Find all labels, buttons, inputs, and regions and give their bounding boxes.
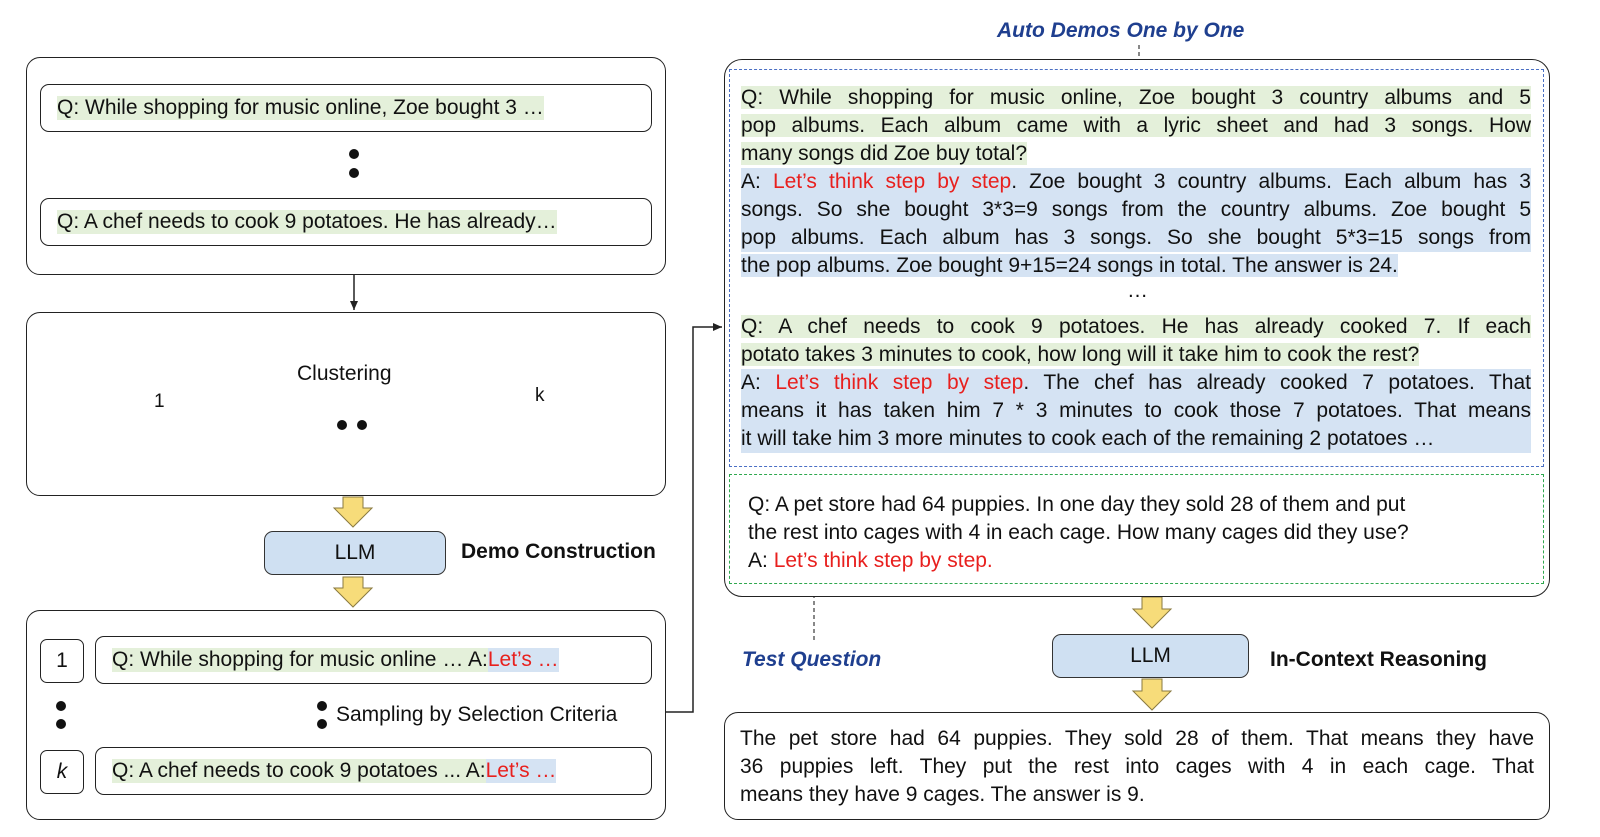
demo-2-answer-line: it will take him 3 more minutes to cook each of the remaining 2 potatoes … [741,425,1531,453]
test-question-line: the rest into cages with 4 in each cage. How many cages did they use? [748,521,1409,544]
demo-2-answer-line: means it has taken him 7 * 3 minutes to cook those 7 potatoes. That means [741,397,1531,425]
demo-1-trigger: Let’s think step by step [772,170,1012,193]
demo-index-1 [40,639,84,683]
sampling-label: Sampling by Selection Criteria [336,703,618,726]
output-text [740,725,1534,809]
llm-label: LLM [1130,644,1171,667]
pool-question-1-text: Q: While shopping for music online, Zoe bought 3 … [57,96,544,119]
demo-2-question-line: Q: A chef needs to cook 9 potatoes. He has already cooked 7. If each [741,315,1531,338]
demo-1-question-line: Q: While shopping for music online, Zoe bought 3 country albums and 5 [741,86,1531,109]
demo-1-question-line: many songs did Zoe buy total? [741,142,1028,165]
sampled-demo-k-trigger: Let’s … [485,759,557,782]
in-context-label: In-Context Reasoning [1270,648,1488,671]
yellow-arrow-cluster-to-llm [334,497,372,527]
llm-demo-construction [264,531,446,575]
demos-ellipsis: … [1127,279,1148,302]
ellipsis-dot [56,719,66,729]
ellipsis-dot [349,168,359,178]
cluster-one-label: 1 [154,391,165,412]
pool-question-2-text: Q: A chef needs to cook 9 potatoes. He has already… [57,210,557,233]
test-question [748,491,1528,575]
sampled-demo-1-question: Q: While shopping for music online … A: [112,648,488,671]
sampled-demo-k [95,747,652,795]
ellipsis-dot [357,420,367,430]
cluster-k-label: k [535,385,545,406]
demo-1-question-line: pop albums. Each album came with a lyric sheet and had 3 songs. How [741,114,1531,137]
llm-label: LLM [334,541,376,564]
ellipsis-dot [349,149,359,159]
output-line: means they have 9 cages. The answer is 9. [740,783,1145,806]
test-question-answer: A: Let’s think step by step. [748,549,993,572]
llm-in-context [1052,634,1249,678]
demo-construction-label: Demo Construction [461,540,656,563]
demo-index-k [40,750,84,794]
test-trigger: Let’s think step by step. [773,549,993,572]
demo-1-answer-line: pop albums. Each album has 3 songs. So she bought 5*3=15 songs from [741,224,1531,252]
demo-1 [741,84,1531,280]
demo-2 [741,313,1531,453]
demo-index-1-label: 1 [56,649,68,672]
ellipsis-dot [317,701,327,711]
ellipsis-dot [317,719,327,729]
demo-1-answer-line: the pop albums. Zoe bought 9+15=24 songs in total. The answer is 24. [741,254,1398,277]
yellow-arrow-llm-to-demos [334,577,372,607]
demo-2-answer-line: A: Let’s think step by step. The chef has already cooked 7 potatoes. That [741,369,1531,397]
demo-1-answer-line: A: Let’s think step by step. Zoe bought 3 country albums. Each album has 3 [741,168,1531,196]
sampled-demo-1 [95,636,652,684]
auto-demos-label: Auto Demos One by One [997,19,1245,42]
output-line: The pet store had 64 puppies. They sold 28 of them. That means they have [740,727,1534,750]
pool-question-1 [40,84,652,132]
demo-index-k-label: k [56,760,68,783]
yellow-arrow-context-to-llm [1133,597,1171,628]
clustering-panel [26,312,666,496]
sampled-demo-k-question: Q: A chef needs to cook 9 potatoes ... A: [112,759,486,782]
clustering-label: Clustering [297,362,392,385]
yellow-arrow-llm-to-output [1133,679,1171,710]
demos-to-context-connector [662,327,722,712]
ellipsis-dot [56,701,66,711]
demo-2-trigger: Let’s think step by step [775,371,1024,394]
output-line: 36 puppies left. They put the rest into cages with 4 in each cage. That [740,755,1534,778]
test-question-line: Q: A pet store had 64 puppies. In one day they sold 28 of them and put [748,493,1406,516]
demo-1-answer-line: songs. So she bought 3*3=9 songs from the country albums. Zoe bought 5 [741,196,1531,224]
demo-2-question-line: potato takes 3 minutes to cook, how long will it take him to cook the rest? [741,343,1420,366]
test-question-label: Test Question [742,648,882,671]
pool-question-2 [40,198,652,246]
ellipsis-dot [337,420,347,430]
sampled-demo-1-trigger: Let’s … [487,648,559,671]
